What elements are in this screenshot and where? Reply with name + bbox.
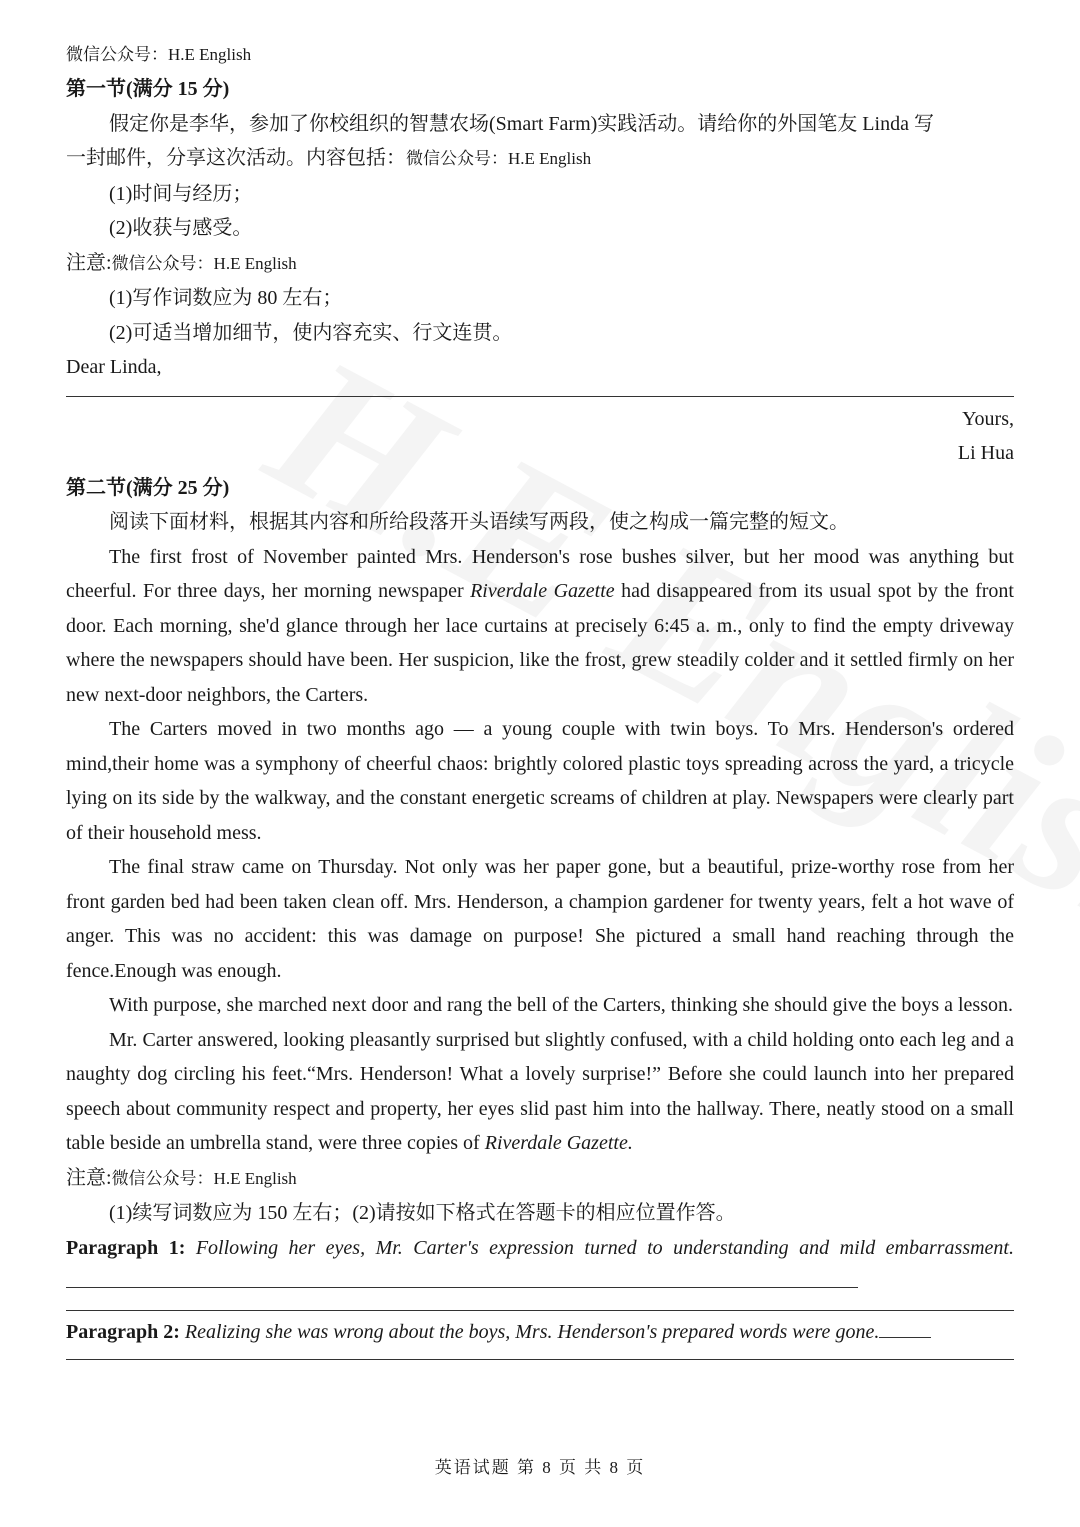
paragraph1-opening: Following her eyes, Mr. Carter's expression turned to understanding and mild embarrassment. [195,1236,1014,1259]
paragraph1-label: Paragraph 1: [66,1236,186,1259]
passage-text: The Carters moved in two months ago — a young couple with twin boys. To Mrs. Henderson's ordered mind,their home was a symphony of cheerful chaos: brightly colored plastic toys spreading across the yard, a tricycle lying on its side by the walkway, and the constant energetic screams of children at play. Newspapers were clearly part of their household mess. [66,718,1014,844]
section1-title: 第一节(满分 15 分) [66,78,230,100]
note-wechat: 微信公众号：H.E English [111,253,297,273]
paragraph2-prompt [66,1315,1014,1350]
writing-line [66,1267,858,1288]
note-label: 注意: [66,1166,112,1189]
header-wechat-note: 微信公众号：H.E English [66,45,252,64]
content-point-1: (1)时间与经历； [109,182,253,205]
letter-greeting: Dear Linda, [66,356,162,378]
newspaper-title: Riverdale Gazette [470,580,615,602]
passage-paragraph-5 [66,1023,1014,1161]
passage-text: With purpose, she marched next door and rang the bell of the Carters, thinking she should give the boys a lesson. [109,994,1013,1016]
letter-closing: Yours, [962,407,1014,430]
page-footer: 英语试题 第 8 页 共 8 页 [434,1458,646,1477]
writing-line [879,1317,931,1338]
section1-task-line2 [66,141,1014,177]
paragraph2-opening: Realizing she was wrong about the boys, Mrs. Henderson's prepared words were gone. [184,1320,880,1343]
passage-paragraph-3 [66,850,1014,988]
answer-line [66,1349,1014,1360]
passage-paragraph-2 [66,712,1014,850]
section1-task-line1: 假定你是李华，参加了你校组织的智慧农场(Smart Farm)实践活动。请给你的外国笔友 Linda 写 [109,112,934,135]
passage-text: had disappeared from its usual spot by the front door. Each morning, she'd glance through her lace curtains at precisely 6:45 a. m., only to find the empty driveway where the newspapers should have been. Her suspicion, like the frost, grew steadily colder and it settled firmly on her new next-door neighbors, the Carters. [66,580,1014,706]
passage-text: The first frost of November painted Mrs. Henderson's rose bushes silver, but her mood was anything but cheerful. For three days, her morning newspaper [66,545,1014,602]
answer-line [66,385,1014,397]
letter-signature: Li Hua [957,442,1014,464]
requirement-1: (1)写作词数应为 80 左右； [109,287,343,309]
note-wechat: 微信公众号：H.E English [111,1168,297,1188]
newspaper-title: Riverdale Gazette. [484,1132,633,1154]
content-point-2: (2)收获与感受。 [109,217,253,239]
passage-text: The final straw came on Thursday. Not only was her paper gone, but a beautiful, prize-worthy rose from her front garden bed had been taken clean off. Mrs. Henderson, a champion gardener for twenty years, felt a hot wave of anger. This was no accident: this was damage on purpose! She pictured a small hand reaching through the fence.Enough was enough. [66,856,1014,982]
exam-page [66,38,1014,1360]
section2-instruction: 阅读下面材料，根据其内容和所给段落开头语续写两段，使之构成一篇完整的短文。 [109,511,849,533]
paragraph1-prompt [66,1231,1014,1300]
answer-line [66,1300,1014,1311]
paragraph2-label: Paragraph 2: [66,1320,180,1343]
note-label: 注意: [66,251,112,274]
section1-note [66,246,1014,282]
task-line2-text: 一封邮件，分享这次活动。内容包括： [66,147,406,169]
section2-note [66,1161,1014,1197]
passage-paragraph-1 [66,540,1014,713]
passage-paragraph-4 [66,988,1014,1023]
passage-text: Mr. Carter answered, looking pleasantly surprised but slightly confused, with a child holding onto each leg and a naughty dog circling his feet.“Mrs. Henderson! What a lovely surprise!” Before she could launch into her prepared speech about community respect and property, her eyes slid past him into the hallway. There, neatly stood on a small table beside an umbrella stand, were three copies of [66,1028,1014,1154]
task-line2-wechat-note: 微信公众号：H.E English [406,149,592,168]
section2-title: 第二节(满分 25 分) [66,476,230,499]
section2-requirement: (1)续写词数应为 150 左右；(2)请按如下格式在答题卡的相应位置作答。 [109,1202,736,1224]
requirement-2: (2)可适当增加细节，使内容充实、行文连贯。 [109,321,513,344]
